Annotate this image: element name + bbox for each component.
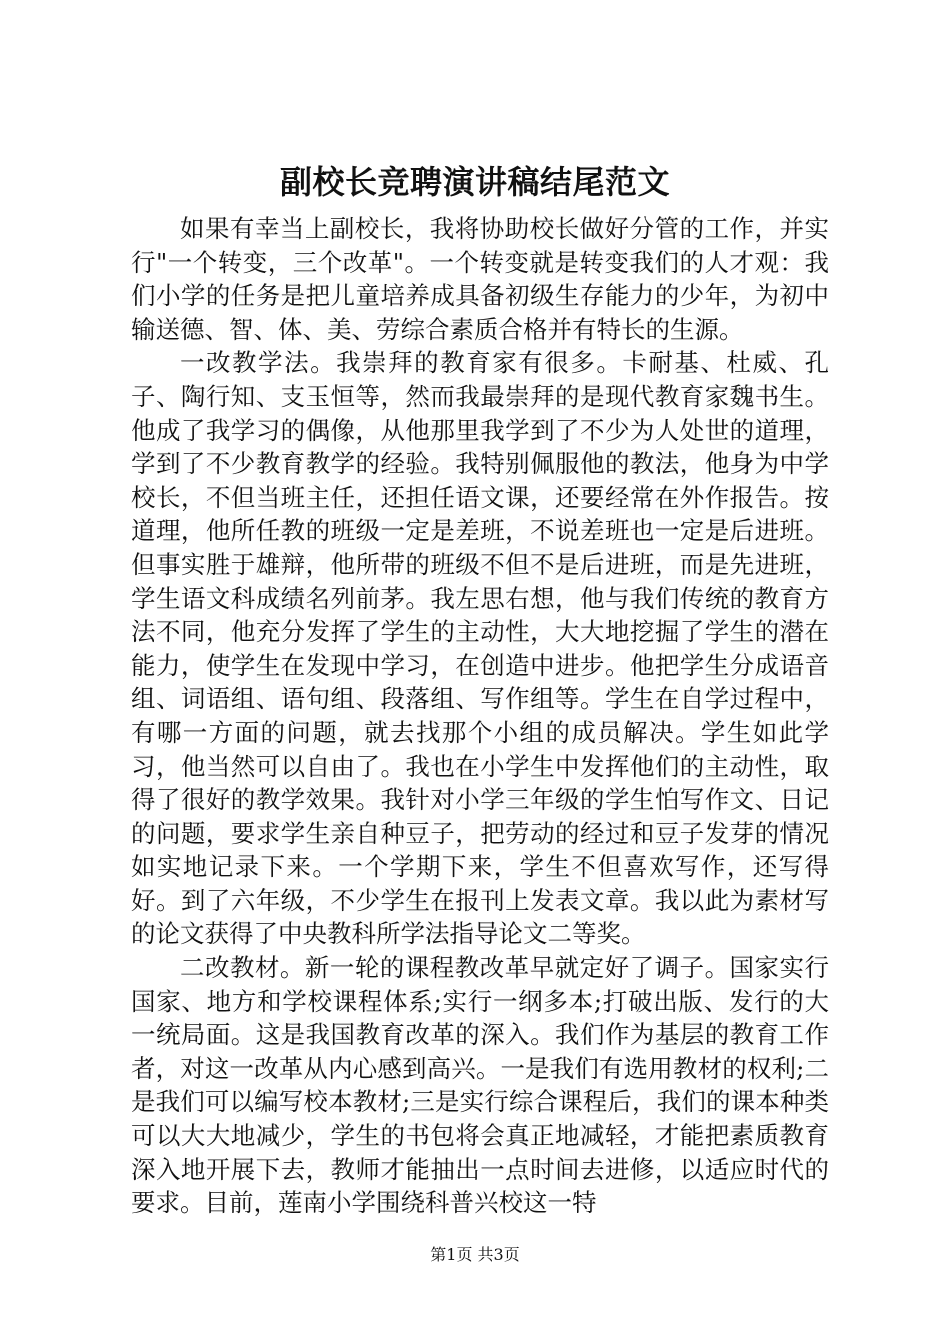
paragraph-1: 如果有幸当上副校长，我将协助校长做好分管的工作，并实行"一个转变，三个改革"。一个转变就是转变我们的人才观：我们小学的任务是把儿童培养成具备初级生存能力的少年，为初中输送德、智、体、美、劳综合素质合格并有特长的生源。: [131, 214, 829, 344]
paragraph-2: 一改教学法。我崇拜的教育家有很多。卡耐基、杜威、孔子、陶行知、支玉恒等，然而我最崇拜的是现代教育家魏书生。他成了我学习的偶像，从他那里我学到了不少为人处世的道理，学到了不少教育教学的经验。我特别佩服他的教法，他身为中学校长，不但当班主任，还担任语文课，还要经常在外作报告。按道理，他所任教的班级一定是差班，不说差班也一定是后进班。但事实胜于雄辩，他所带的班级不但不是后进班，而是先进班，学生语文科成绩名列前茅。我左思右想，他与我们传统的教育方法不同，他充分发挥了学生的主动性，大大地挖掘了学生的潜在能力，使学生在发现中学习，在创造中进步。他把学生分成语音组、词语组、语句组、段落组、写作组等。学生在自学过程中，有哪一方面的问题，就去找那个小组的成员解决。学生如此学习，他当然可以自由了。我也在小学生中发挥他们的主动性，取得了很好的教学效果。我针对小学三年级的学生怕写作文、日记的问题，要求学生亲自种豆子，把劳动的经过和豆子发芽的情况如实地记录下来。一个学期下来，学生不但喜欢写作，还写得好。到了六年级，不少学生在报刊上发表文章。我以此为素材写的论文获得了中央教科所学法指导论文二等奖。: [131, 348, 829, 949]
document-title: 副校长竞聘演讲稿结尾范文: [279, 163, 670, 201]
paragraph-3: 二改教材。新一轮的课程教改革早就定好了调子。国家实行国家、地方和学校课程体系;实行一纲多本;打破出版、发行的大一统局面。这是我国教育改革的深入。我们作为基层的教育工作者，对这一改革从内心感到高兴。一是我们有选用教材的权利;二是我们可以编写校本教材;三是实行综合课程后，我们的课本种类可以大大地减少，学生的书包将会真正地减轻，才能把素质教育深入地开展下去，教师才能抽出一点时间去进修，以适应时代的要求。目前，莲南小学围绕科普兴校这一特: [131, 953, 829, 1218]
page-footer: 第1页 共3页: [430, 1245, 520, 1264]
document-body: [131, 212, 829, 1220]
